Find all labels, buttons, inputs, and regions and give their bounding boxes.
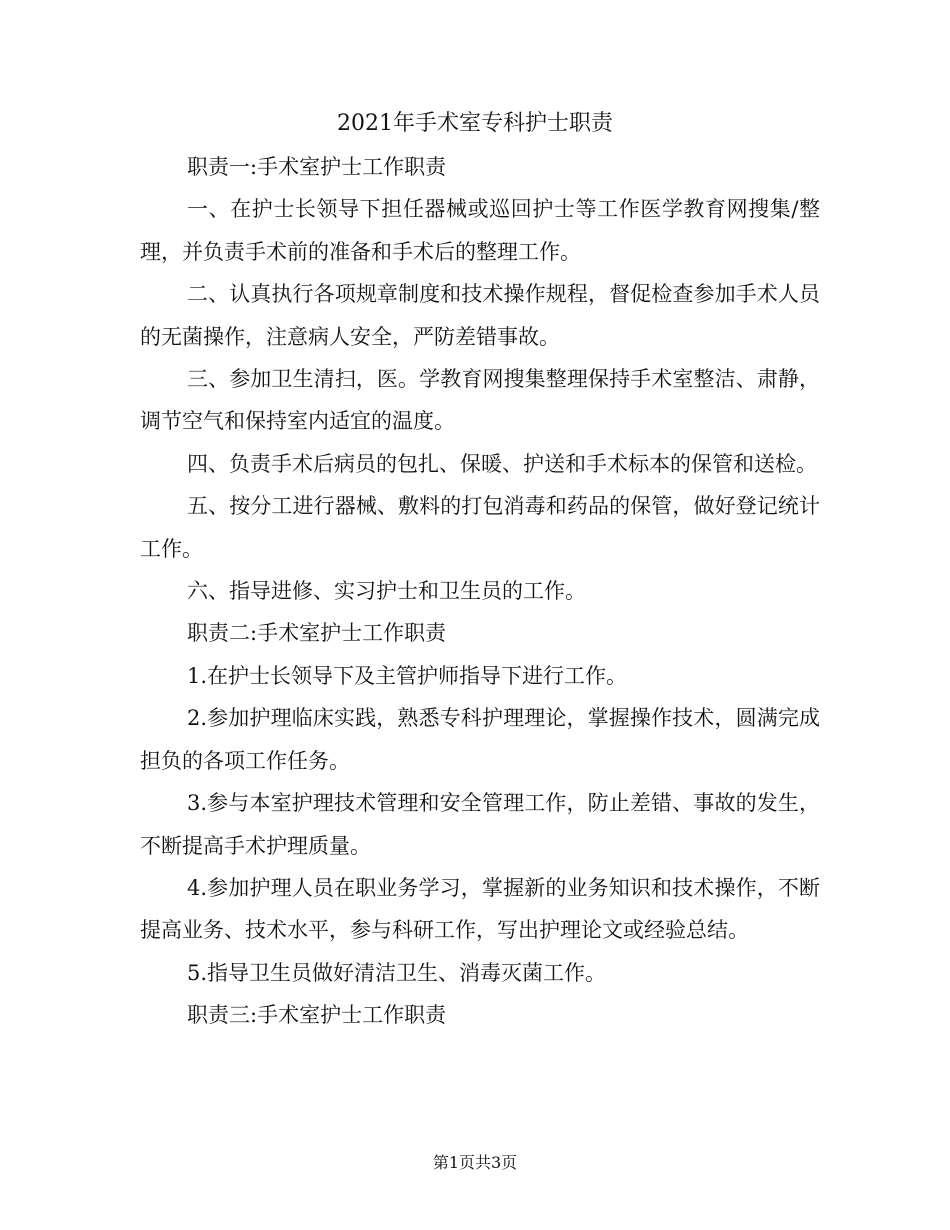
- paragraph-item-2: 二、认真执行各项规章制度和技术操作规程，督促检查参加手术人员的无菌操作，注意病人安全，严防差错事故。: [140, 282, 820, 349]
- paragraph-item-7: 1.在护士长领导下及主管护师指导下进行工作。: [187, 663, 628, 688]
- page-number-footer: 第1页共3页: [432, 1153, 518, 1172]
- paragraph-item-10: 4.参加护理人员在职业务学习，掌握新的业务知识和技术操作，不断提高业务、技术水平，参与科研工作，写出护理论文或经验总结。: [140, 875, 820, 943]
- paragraph-item-1: 一、在护士长领导下担任器械或巡回护士等工作医学教育网搜集/整理，并负责手术前的准备和手术后的整理工作。: [140, 197, 820, 264]
- paragraph-item-5: 五、按分工进行器械、敷料的打包消毒和药品的保管，做好登记统计工作。: [140, 494, 820, 561]
- document-title: 2021年手术室专科护士职责: [337, 111, 613, 136]
- section-heading-1: 职责一:手术室护士工作职责: [187, 155, 447, 179]
- paragraph-item-3: 三、参加卫生清扫，医。学教育网搜集整理保持手术室整洁、肃静，调节空气和保持室内适宜的温度。: [140, 367, 820, 434]
- paragraph-item-11: 5.指导卫生员做好清洁卫生、消毒灭菌工作。: [187, 960, 607, 985]
- section-heading-3: 职责三:手术室护士工作职责: [187, 1003, 447, 1028]
- paragraph-item-9: 3.参与本室护理技术管理和安全管理工作，防止差错、事故的发生，不断提高手术护理质量。: [140, 791, 820, 858]
- section-heading-2: 职责二:手术室护士工作职责: [187, 621, 447, 646]
- paragraph-item-8: 2.参加护理临床实践，熟悉专科护理理论，掌握操作技术，圆满完成担负的各项工作任务。: [140, 706, 820, 773]
- document-body: [140, 146, 820, 1037]
- paragraph-item-6: 六、指导进修、实习护士和卫生员的工作。: [187, 579, 586, 604]
- paragraph-item-4: 四、负责手术后病员的包扎、保暖、护送和手术标本的保管和送检。: [187, 451, 817, 476]
